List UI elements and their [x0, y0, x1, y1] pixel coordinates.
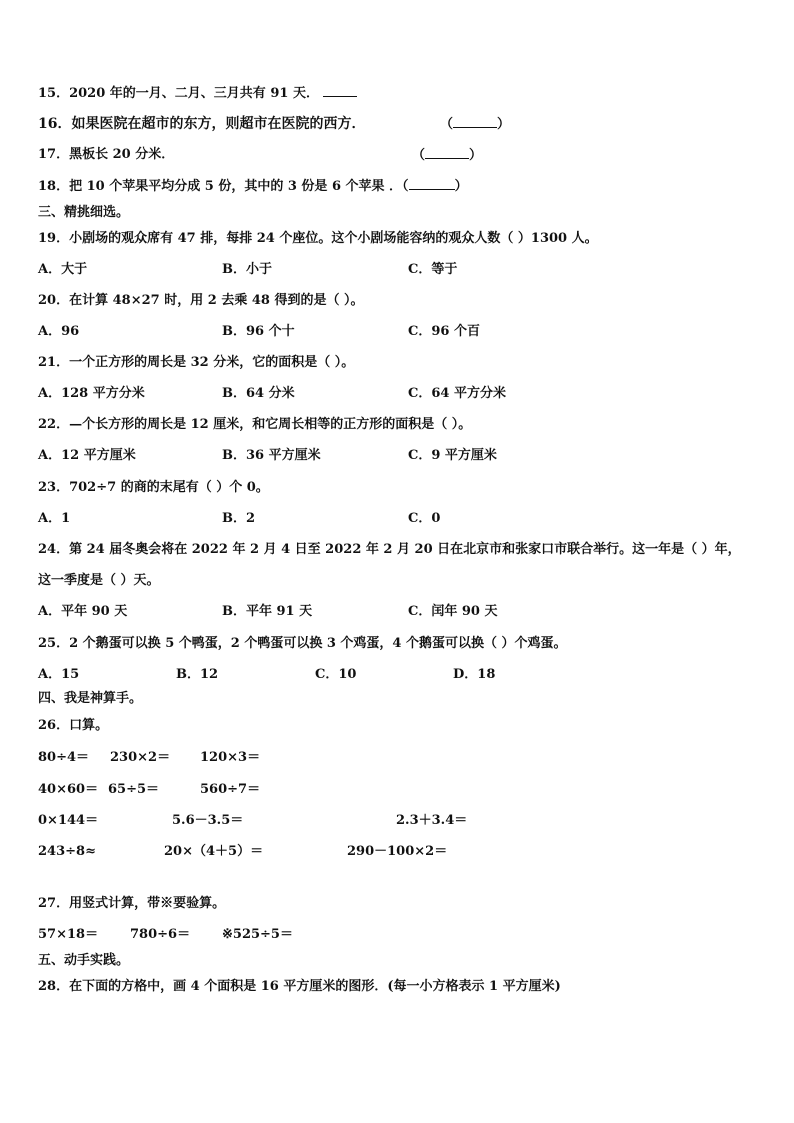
option-b[interactable]: B．96 个十 [222, 324, 295, 339]
question-18-text: 18．把 10 个苹果平均分成 5 份，其中的 3 份是 6 个苹果 ．（ [38, 179, 409, 194]
option-c[interactable]: C．96 个百 [408, 324, 480, 339]
calc-item: 230×2＝ [110, 750, 171, 765]
calc-item: 560÷7＝ [200, 782, 261, 797]
calc-item: 290－100×2＝ [347, 844, 448, 859]
answer-blank[interactable] [409, 177, 455, 190]
calc-item: 0×144＝ [38, 813, 99, 828]
calc-item: 5.6－3.5＝ [172, 813, 244, 828]
question-15-text: 15．2020 年的一月、二月、三月共有 91 天． [38, 86, 319, 101]
option-b[interactable]: B．64 分米 [222, 386, 295, 401]
question-16-text: 16．如果医院在超市的东方，则超市在医院的西方． [38, 116, 366, 132]
question-24-line-2: 这一季度是（ ）天。 [38, 573, 160, 588]
question-15 [38, 84, 357, 103]
answer-blank[interactable] [453, 115, 497, 128]
question-25: 25．2 个鹅蛋可以换 5 个鸭蛋，2 个鸭蛋可以换 3 个鸡蛋，4 个鹅蛋可以换（ ）个鸡蛋。 [38, 636, 567, 651]
option-a[interactable]: A．15 [38, 667, 80, 682]
calc-item: 40×60＝ [38, 782, 99, 797]
answer-blank[interactable] [323, 84, 357, 97]
option-a[interactable]: A．平年 90 天 [38, 604, 128, 619]
option-c[interactable]: C．闰年 90 天 [408, 604, 498, 619]
option-c[interactable]: C．10 [315, 667, 357, 682]
question-27-title: 27．用竖式计算，带※要验算。 [38, 896, 226, 911]
question-28: 28．在下面的方格中，画 4 个面积是 16 平方厘米的图形．(每一小方格表示 1 平方厘米) [38, 979, 561, 994]
question-16-answer-paren: （ ） [440, 117, 511, 132]
option-d[interactable]: D．18 [453, 667, 496, 682]
option-a[interactable]: A．1 [38, 511, 71, 526]
question-23: 23．702÷7 的商的末尾有（ ）个 0。 [38, 480, 269, 495]
question-21: 21．一个正方形的周长是 32 分米，它的面积是（ ）。 [38, 355, 355, 370]
calc-item: ※525÷5＝ [222, 927, 293, 942]
question-24: 24．第 24 届冬奥会将在 2022 年 2 月 4 日至 2022 年 2 月 20 日在北京市和张家口市联合举行。这一年是（ ）年， [38, 542, 741, 557]
question-17-answer-paren: （ ） [412, 148, 483, 163]
option-b[interactable]: B．平年 91 天 [222, 604, 313, 619]
option-a[interactable]: A．12 平方厘米 [38, 448, 136, 463]
option-b[interactable]: B．小于 [222, 262, 272, 277]
calc-item: 57×18＝ [38, 927, 99, 942]
calc-item: 120×3＝ [200, 750, 261, 765]
question-19: 19．小剧场的观众席有 47 排，每排 24 个座位。这个小剧场能容纳的观众人数（ ）1300 人。 [38, 231, 598, 246]
option-b[interactable]: B．36 平方厘米 [222, 448, 321, 463]
section-5-heading: 五、动手实践。 [38, 953, 130, 968]
calc-item: 65÷5＝ [108, 782, 160, 797]
option-b[interactable]: B．12 [176, 667, 219, 682]
option-c[interactable]: C．0 [408, 511, 441, 526]
option-a[interactable]: A．128 平方分米 [38, 386, 145, 401]
question-22: 22．—个长方形的周长是 12 厘米，和它周长相等的正方形的面积是（ ）。 [38, 417, 472, 432]
option-b[interactable]: B．2 [222, 511, 256, 526]
calc-item: 2.3＋3.4＝ [396, 813, 468, 828]
question-16 [38, 115, 365, 133]
question-17 [38, 146, 174, 164]
question-26-title: 26．口算。 [38, 718, 109, 733]
question-17-text: 17．黑板长 20 分米． [38, 147, 175, 162]
calc-item: 780÷6＝ [130, 927, 191, 942]
option-a[interactable]: A．96 [38, 324, 80, 339]
calc-item: 243÷8≈ [38, 844, 96, 859]
section-3-heading: 三、精挑细选。 [38, 205, 130, 220]
option-c[interactable]: C．64 平方分米 [408, 386, 506, 401]
option-c[interactable]: C．等于 [408, 262, 458, 277]
option-a[interactable]: A．大于 [38, 262, 88, 277]
question-20: 20．在计算 48×27 时，用 2 去乘 48 得到的是（ ）。 [38, 293, 364, 308]
calc-item: 80÷4＝ [38, 750, 90, 765]
option-c[interactable]: C．9 平方厘米 [408, 448, 497, 463]
question-18: 18．把 10 个苹果平均分成 5 份，其中的 3 份是 6 个苹果 ．（ ） [38, 179, 468, 194]
answer-blank[interactable] [425, 146, 469, 159]
calc-item: 20×（4＋5）＝ [164, 844, 264, 859]
section-4-heading: 四、我是神算手。 [38, 691, 143, 706]
